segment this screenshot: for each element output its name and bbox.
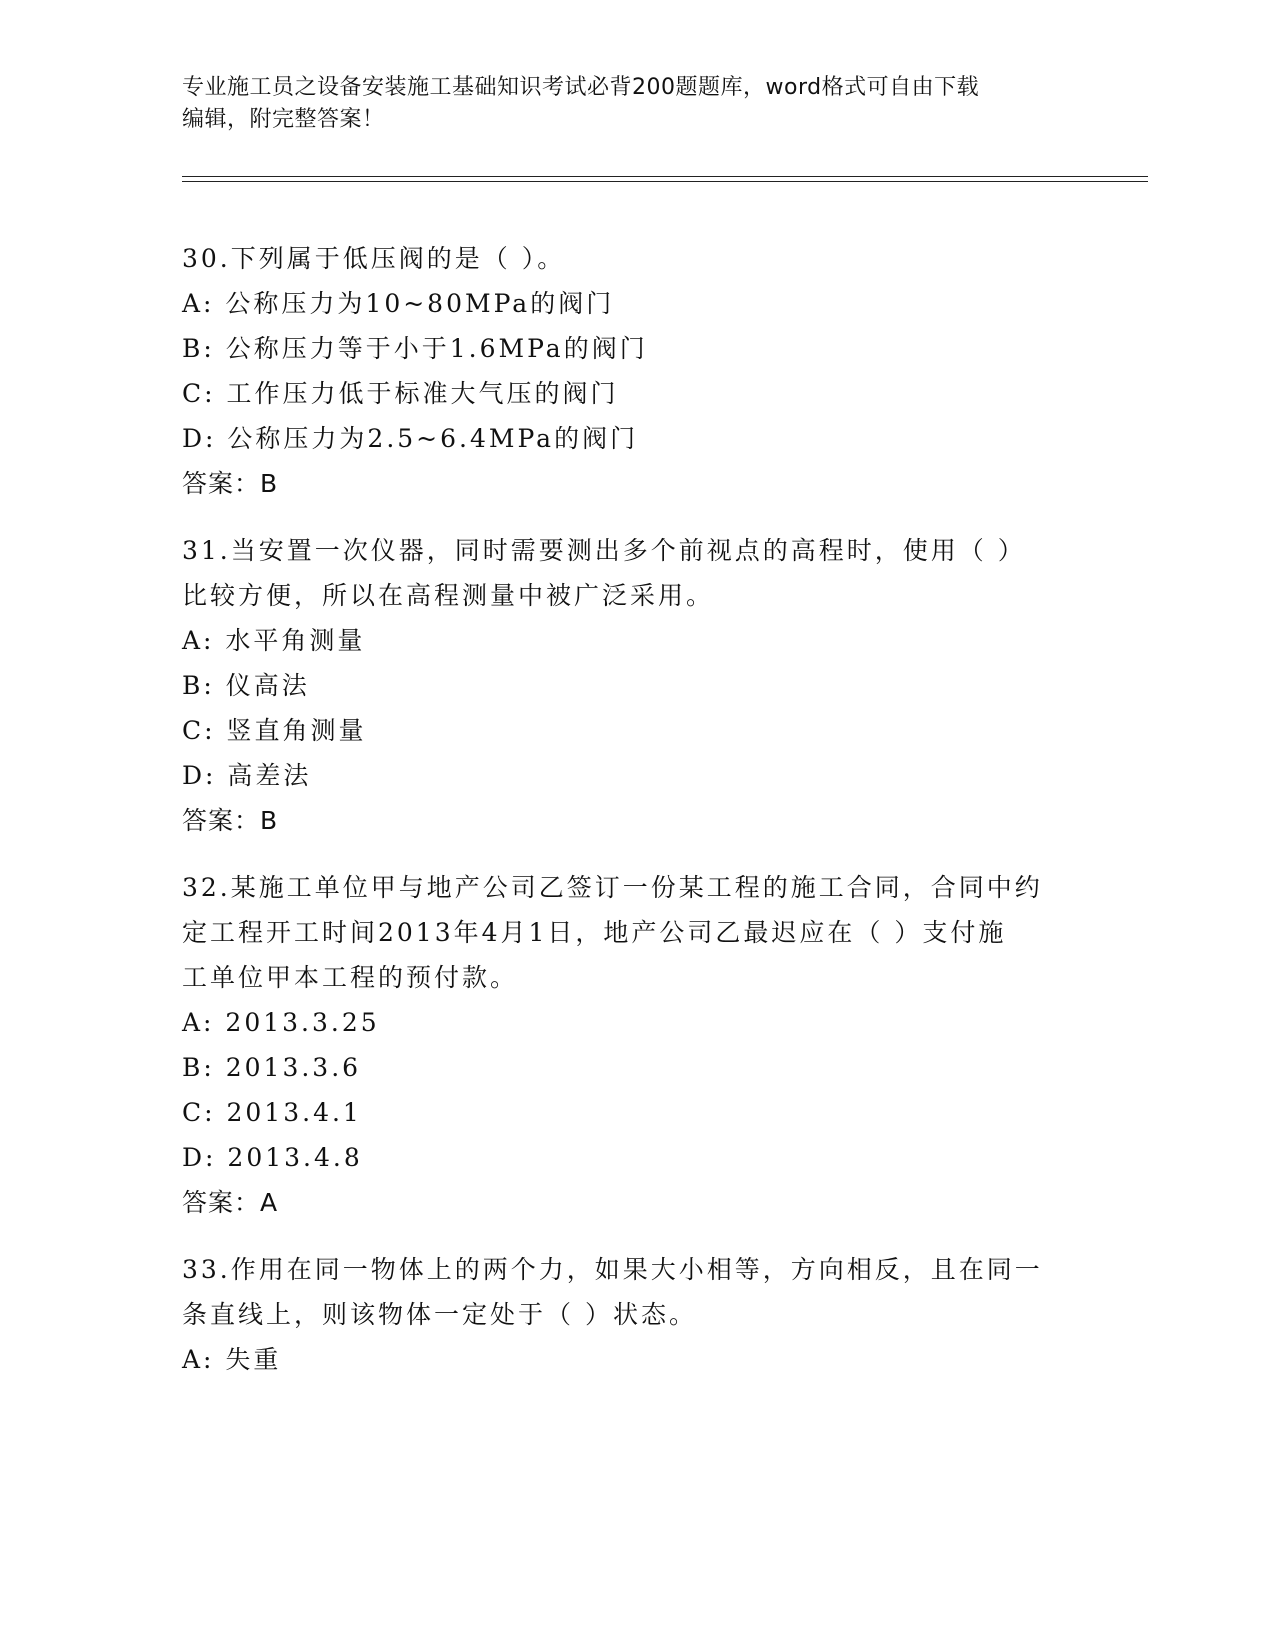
- header-divider-top: [182, 176, 1148, 177]
- option-a: A: 2013.3.25: [182, 1008, 380, 1037]
- answer: 答案：B: [182, 469, 279, 498]
- option-a: A: 水平角测量: [182, 626, 366, 655]
- option-a: A: 公称压力为10~80MPa的阀门: [182, 289, 615, 318]
- answer: 答案：B: [182, 806, 279, 835]
- question-list: [182, 236, 1082, 1404]
- question-stem: 31.当安置一次仪器，同时需要测出多个前视点的高程时，使用（ ） 比较方便，所以在高程测量中被广泛采用。: [182, 536, 1026, 610]
- option-c: C: 竖直角测量: [182, 716, 367, 745]
- option-d: D: 高差法: [182, 761, 312, 790]
- question-33: [182, 1247, 1082, 1382]
- header-line-2: 编辑，附完整答案！: [182, 107, 385, 132]
- option-b: B: 仪高法: [182, 671, 310, 700]
- question-stem: 30.下列属于低压阀的是（ ）。: [182, 244, 566, 273]
- header-divider-bottom: [182, 181, 1148, 182]
- question-30: [182, 236, 1082, 506]
- header-line-1: 专业施工员之设备安装施工基础知识考试必背200题题库，word格式可自由下载: [182, 75, 980, 100]
- question-stem: 32.某施工单位甲与地产公司乙签订一份某工程的施工合同，合同中约 定工程开工时间2013年4月1日，地产公司乙最迟应在（ ）支付施 工单位甲本工程的预付款。: [182, 873, 1043, 992]
- option-d: D: 公称压力为2.5~6.4MPa的阀门: [182, 424, 639, 453]
- option-b: B: 2013.3.6: [182, 1053, 362, 1082]
- option-a: A: 失重: [182, 1345, 282, 1374]
- option-c: C: 2013.4.1: [182, 1098, 362, 1127]
- question-stem: 33.作用在同一物体上的两个力，如果大小相等，方向相反，且在同一 条直线上，则该物体一定处于（ ）状态。: [182, 1255, 1043, 1329]
- option-b: B: 公称压力等于小于1.6MPa的阀门: [182, 334, 648, 363]
- document-header: [182, 72, 1082, 136]
- answer: 答案：A: [182, 1188, 279, 1217]
- option-c: C: 工作压力低于标准大气压的阀门: [182, 379, 619, 408]
- question-31: [182, 528, 1082, 843]
- option-d: D: 2013.4.8: [182, 1143, 363, 1172]
- question-32: [182, 865, 1082, 1225]
